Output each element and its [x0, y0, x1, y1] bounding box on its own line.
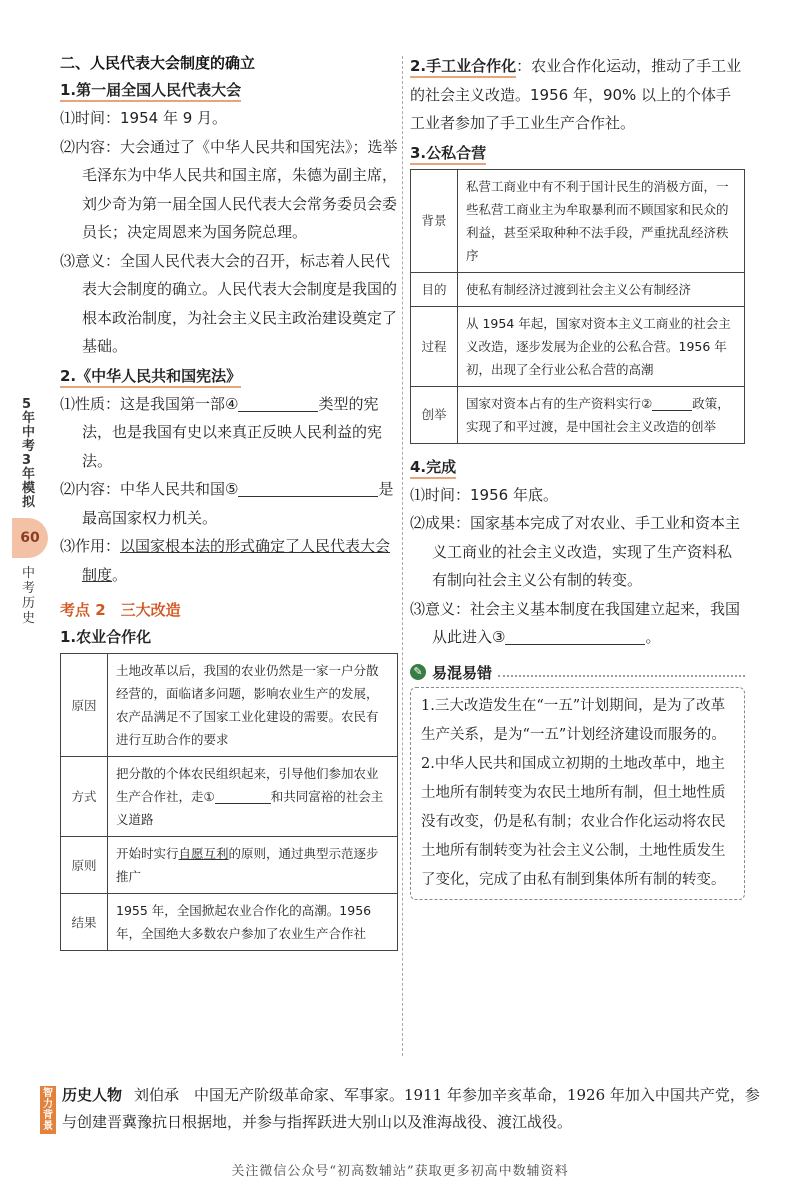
pencil-icon: ✎	[410, 664, 426, 680]
constitution-content: ⑵内容：中华人民共和国⑤ 是最高国家权力机关。	[60, 480, 394, 527]
section-title: 二、人民代表大会制度的确立	[60, 54, 256, 72]
joint-venture-table	[410, 169, 745, 444]
subsection-title: 4.完成	[410, 456, 745, 477]
congress-time: ⑴时间：1954 年 9 月。	[60, 109, 228, 127]
common-mistakes-header: ✎ 易混易错	[410, 662, 745, 683]
margin-tab	[0, 398, 52, 658]
exam-point-title: 考点 2 三大改造	[60, 601, 181, 619]
note-label: 历史人物	[62, 1086, 123, 1104]
table-row: 原则 开始时实行自愿互利的原则，通过典型示范逐步推广	[61, 837, 398, 894]
series-brand: 5年中考3年模拟	[22, 397, 36, 510]
table-row: 背景 私营工商业中有不利于国计民生的消极方面，一些私营工商业主为牟取暴利而不顾国家和民众的利益，甚至采取种种不法手段，严重扰乱经济秩序	[411, 169, 745, 272]
left-column	[60, 52, 398, 951]
table-row: 过程 从 1954 年起，国家对资本主义工商业的社会主义改造，逐步发展为企业的公私合营。1956 年初，出现了全行业公私合营的高潮	[411, 306, 745, 386]
congress-content: ⑵内容：大会通过了《中华人民共和国宪法》；选举毛泽东为中华人民共和国主席，朱德为副主席，刘少奇为第一届全国人民代表大会常务委员会委员长；决定周恩来为国务院总理。	[60, 137, 398, 241]
right-column	[410, 52, 745, 900]
mistake-item: 1.三大改造发生在“一五”计划期间，是为了改革生产关系，是为“一五”计划经济建设而服务的。	[421, 697, 726, 743]
fill-blank-5[interactable]	[238, 480, 378, 497]
subsection-title: 2.《中华人民共和国宪法》	[60, 365, 398, 386]
note-text: 刘伯承 中国无产阶级革命家、军事家。1911 年参加辛亥革命，1926 年加入中国共产党，参与创建晋冀豫抗日根据地，并参与指挥跃进大别山以及淮海战役、渡江战役。	[62, 1086, 760, 1131]
subsection-title: 1.农业合作化	[60, 628, 152, 646]
column-divider	[402, 56, 403, 1056]
fill-blank-2[interactable]	[652, 394, 692, 411]
agriculture-table	[60, 653, 398, 951]
fill-blank-4[interactable]	[238, 395, 318, 412]
table-row: 目的 使私有制经济过渡到社会主义公有制经济	[411, 272, 745, 306]
congress-meaning: ⑶意义：全国人民代表大会的召开，标志着人民代表大会制度的确立。人民代表大会制度是我国的根本政治制度，为社会主义民主政治建设奠定了基础。	[60, 251, 398, 355]
fill-blank-1[interactable]	[215, 787, 271, 804]
background-tag: 智力背景	[40, 1086, 56, 1134]
complete-result: ⑵成果：国家基本完成了对农业、手工业和资本主义工商业的社会主义改造，实现了生产资料私有制向社会主义公有制的转变。	[410, 514, 741, 589]
subject-label: 中考历史	[22, 566, 36, 626]
fill-blank-3[interactable]	[505, 628, 645, 645]
table-row: 方式 把分散的个体农民组织起来，引导他们参加农业生产合作社，走① 和共同富裕的社会主义道路	[61, 757, 398, 837]
complete-meaning: ⑶意义：社会主义基本制度在我国建立起来，我国从此进入③ 。	[410, 599, 741, 646]
table-row: 原因 土地改革以后，我国的农业仍然是一家一户分散经营的，面临诸多问题，影响农业生产的发展，农产品满足不了国家工业化建设的需要。农民有进行互助合作的要求	[61, 654, 398, 757]
complete-time: ⑴时间：1956 年底。	[410, 485, 558, 504]
table-row: 结果 1955 年，全国掀起农业合作化的高潮。1956 年，全国绝大多数农户参加了农业生产合作社	[61, 894, 398, 951]
subsection-title: 1.第一届全国人民代表大会	[60, 79, 398, 100]
subsection-title: 3.公私合营	[410, 142, 745, 163]
table-row: 创举 国家对资本占有的生产资料实行② 政策，实现了和平过渡，是中国社会主义改造的创举	[411, 386, 745, 443]
page-number: 60	[12, 518, 48, 558]
constitution-effect: ⑶作用：以国家根本法的形式确定了人民代表大会制度。	[60, 537, 391, 584]
watermark: 关注微信公众号“初高数辅站”获取更多初高中数辅资料	[231, 1164, 569, 1179]
constitution-nature: ⑴性质：这是我国第一部④ 类型的宪法，也是我国有史以来真正反映人民利益的宪法。	[60, 394, 383, 470]
common-mistakes-box	[410, 687, 745, 900]
handicraft-paragraph: 2.手工业合作化：农业合作化运动，推动了手工业的社会主义改造。1956 年，90% 以上的个体手工业者参加了手工业生产合作社。	[410, 57, 742, 132]
mistake-item: 2.中华人民共和国成立初期的土地改革中，地主土地所有制转变为农民土地所有制，但土地性质没有改变，仍是私有制；农业合作化运动将农民土地所有制转变为社会主义公制，土地性质发生了变化，完成了由私有制到集体所有制的转变。	[421, 755, 726, 888]
